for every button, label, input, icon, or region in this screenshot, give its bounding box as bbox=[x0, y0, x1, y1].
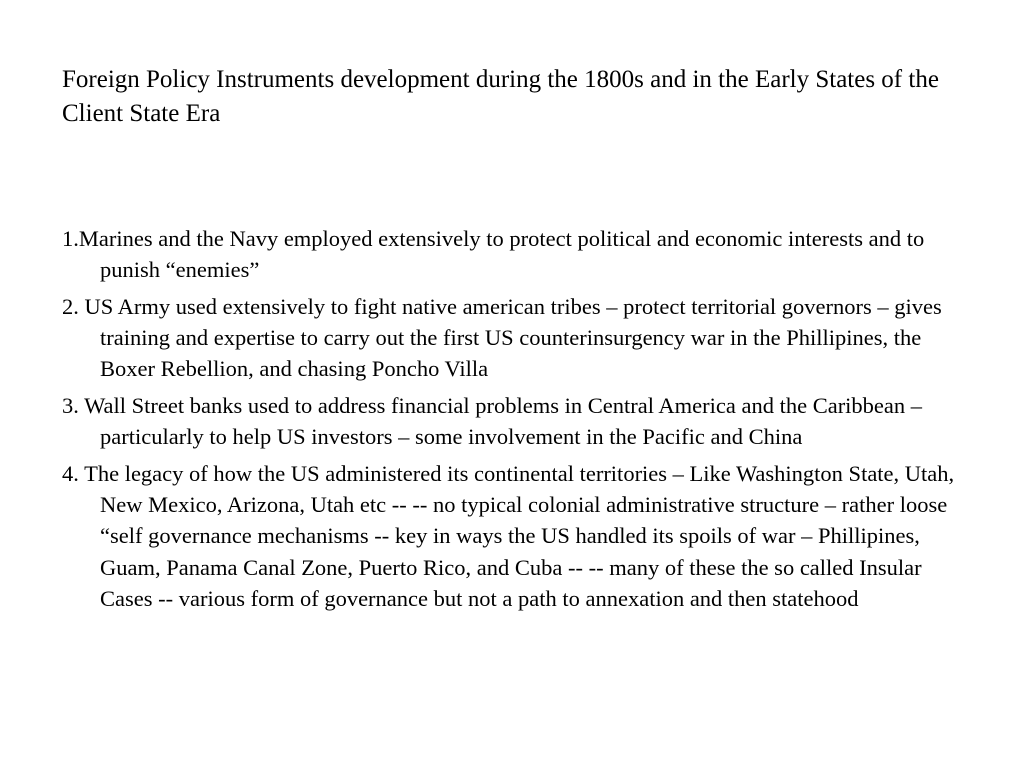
list-item: 1.Marines and the Navy employed extensively to protect political and economic interests and to punish “enemies” bbox=[62, 226, 925, 283]
list-item: 3. Wall Street banks used to address financial problems in Central America and the Caribbean – particularly to help US investors – some involvement in the Pacific and China bbox=[62, 393, 923, 450]
bullet-list bbox=[62, 223, 972, 619]
list-item: 4. The legacy of how the US administered its continental territories – Like Washington State, Utah, New Mexico, Arizona, Utah etc -- -- no typical colonial administrative structure – rather loose “self governance mechanisms -- key in ways the US handled its spoils of war – Phillipines, Guam, Panama Canal Zone, Puerto Rico, and Cuba -- -- many of these the so called Insular Cases -- various form of governance but not a path to annexation and then statehood bbox=[62, 460, 955, 611]
list-item: 2. US Army used extensively to fight native american tribes – protect territorial governors – gives training and expertise to carry out the first US counterinsurgency war in the Phillipines, the Boxer Rebellion, and chasing Poncho Villa bbox=[62, 293, 942, 382]
slide-title: Foreign Policy Instruments development during the 1800s and in the Early States of the Client State Era bbox=[62, 66, 939, 127]
